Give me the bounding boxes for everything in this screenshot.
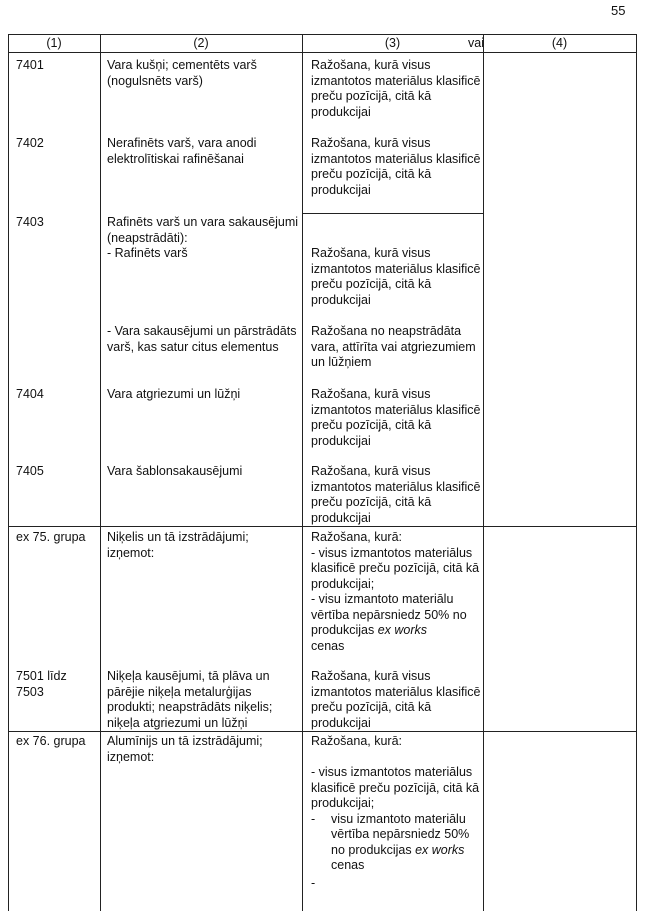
header-col4: (4) xyxy=(551,36,568,50)
row-7404-rule: Ražošana, kurā visus izmantotos materiālus klasificē preču pozīcijā, citā kā produkcijai xyxy=(311,387,481,448)
row-ex76-trailing-dash: - xyxy=(311,875,316,890)
row-ex76-cenas: cenas xyxy=(331,858,365,872)
row-7501-rule: Ražošana, kurā visus izmantotos materiālus klasificē preču pozīcijā, citā kā produkcijai xyxy=(311,669,481,730)
row-ex75-rule-a: - visus izmantotos materiālus klasificē preču pozīcijā, citā kā produkcijai; xyxy=(311,545,480,591)
page-number: 55 xyxy=(611,3,626,18)
row-ex76-rule-b-dash: - xyxy=(311,811,316,826)
row-7405-rule: Ražošana, kurā visus izmantotos materiālus klasificē preču pozīcijā, citā kā produkcijai xyxy=(311,464,481,525)
row-7501-code: 7501 līdz 7503 xyxy=(16,669,67,699)
row-7403-sub1: - Rafinēts varš xyxy=(107,246,188,260)
row-7403-rule1: Ražošana, kurā visus izmantotos materiālus klasificē preču pozīcijā, citā kā produkcijai xyxy=(311,246,481,307)
row-ex75-code: ex 75. grupa xyxy=(16,530,86,544)
row-ex75-rule-b-text: - visu izmantoto materiālu vērtība nepārsniedz 50% no produkcijas xyxy=(311,592,467,637)
header-or: vai xyxy=(468,36,484,50)
row-7405-code: 7405 xyxy=(16,464,44,478)
row-7402-code: 7402 xyxy=(16,136,44,150)
row-ex76-code: ex 76. grupa xyxy=(16,734,86,748)
row-7403-code: 7403 xyxy=(16,215,44,229)
header-col2: (2) xyxy=(193,36,209,50)
row-ex75-ex-works: ex works xyxy=(377,623,428,637)
row-7403-desc: Rafinēts varš un vara sakausējumi (neapstrādāti): xyxy=(107,215,299,245)
row-7401-desc: Vara kušņi; cementēts varš (nogulsnēts varš) xyxy=(107,58,257,88)
row-ex76-rule xyxy=(311,765,481,891)
row-7402-desc: Nerafinēts varš, vara anodi elektrolītiskai rafinēšanai xyxy=(107,136,257,166)
row-7403-sub2: - Vara sakausējumi un pārstrādāts varš, kas satur citus elementus xyxy=(107,324,297,354)
row-ex75-rule-intro: Ražošana, kurā: xyxy=(311,530,403,544)
row-7404-code: 7404 xyxy=(16,387,44,401)
row-7403-rule2: Ražošana no neapstrādāta vara, attīrīta vai atgriezumiem un lūžņiem xyxy=(311,324,476,369)
header-col3: (3) xyxy=(384,36,401,50)
row-ex76-rule-b-text: visu izmantoto materiālu vērtība nepārsniedz 50% no produkcijas xyxy=(331,811,470,857)
row-ex75-rule-b xyxy=(311,592,481,639)
row-ex76-ex-works: ex works xyxy=(415,842,465,857)
row-ex76-rule-b xyxy=(311,812,481,874)
row-ex76-desc: Alumīnijs un tā izstrādājumi; izņemot: xyxy=(107,734,263,764)
header-col1: (1) xyxy=(46,36,62,50)
row-ex76-rule-a: - visus izmantotos materiālus klasificē preču pozīcijā, citā kā produkcijai; xyxy=(311,765,480,810)
row-ex76-rule-intro: Ražošana, kurā: xyxy=(311,734,403,748)
row-7405-desc: Vara šablonsakausējumi xyxy=(107,464,243,478)
row-7501-desc: Niķeļa kausējumi, tā plāva un pārējie niķeļa metalurģijas produkti; neapstrādāts niķelis; niķeļa atgriezumi un lūžņi xyxy=(107,669,273,730)
row-ex75-desc: Niķelis un tā izstrādājumi; izņemot: xyxy=(107,530,249,560)
row-7401-code: 7401 xyxy=(16,58,44,72)
row-7402-rule: Ražošana, kurā visus izmantotos materiālus klasificē preču pozīcijā, citā kā produkcijai xyxy=(311,136,481,197)
row-7404-desc: Vara atgriezumi un lūžņi xyxy=(107,387,241,401)
row-ex75-cenas: cenas xyxy=(311,638,345,653)
row-7401-rule: Ražošana, kurā visus izmantotos materiālus klasificē preču pozīcijā, citā kā produkcijai xyxy=(311,58,481,119)
row-ex75-rule xyxy=(311,530,481,654)
